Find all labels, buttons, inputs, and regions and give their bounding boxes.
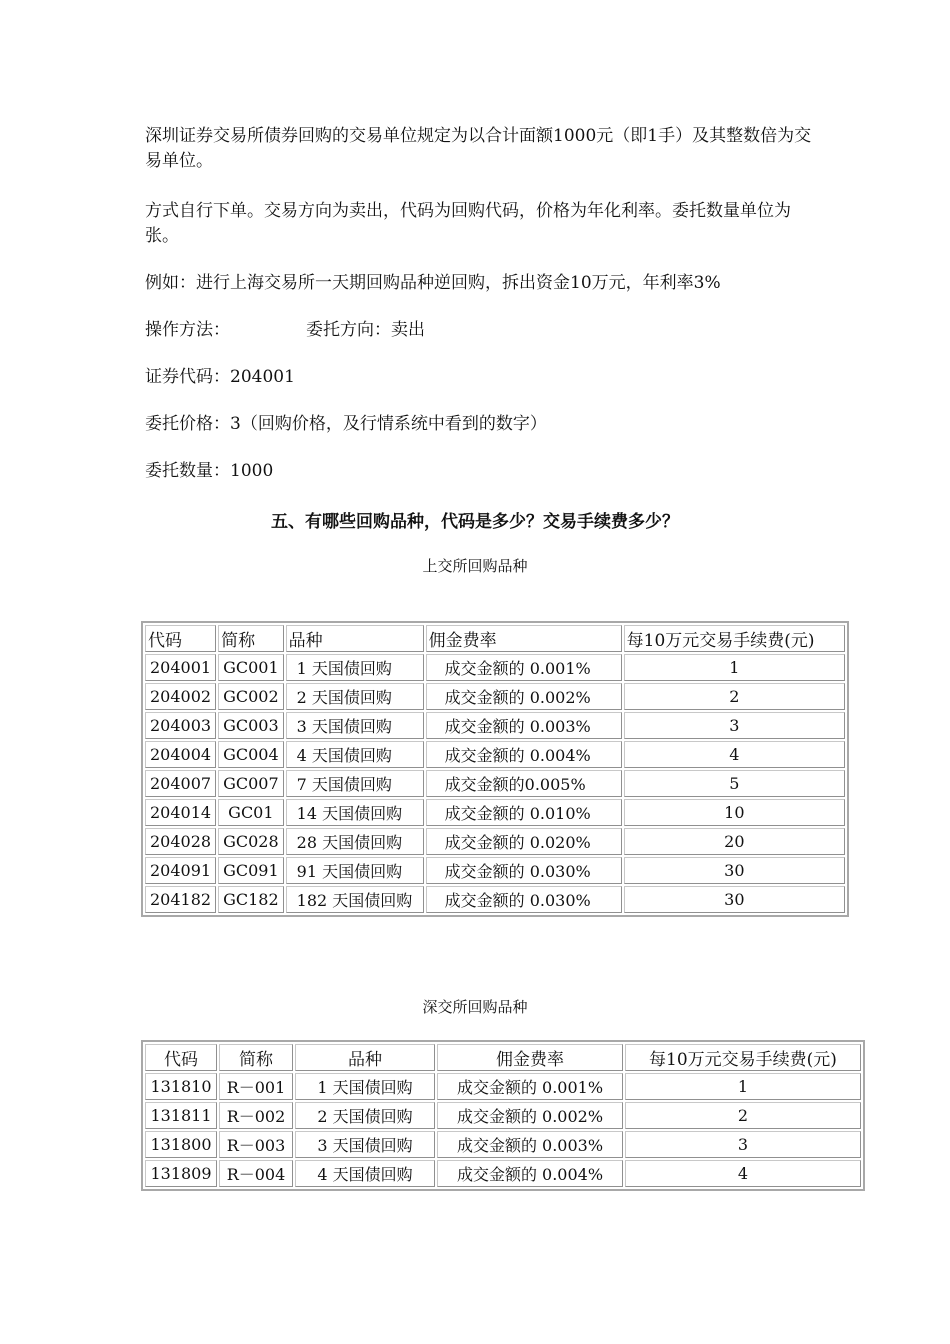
table-row (145, 828, 845, 855)
cell-type: 2 天国债回购 (295, 1102, 435, 1129)
cell-type: 28 天国债回购 (286, 828, 424, 855)
cell-abbr: GC01 (218, 799, 284, 826)
table-row (145, 683, 845, 710)
table-row (145, 1160, 861, 1187)
cell-rate: 成交金额的 0.003% (437, 1131, 623, 1158)
table-row (145, 1073, 861, 1100)
col-header-abbr: 简称 (219, 1044, 293, 1071)
cell-type: 3 天国债回购 (295, 1131, 435, 1158)
cell-rate: 成交金额的0.005% (426, 770, 622, 797)
table-row (145, 857, 845, 884)
cell-abbr: R－001 (219, 1073, 293, 1100)
cell-type: 91 天国债回购 (286, 857, 424, 884)
cell-type: 1 天国债回购 (286, 654, 424, 681)
cell-rate: 成交金额的 0.004% (437, 1160, 623, 1187)
operation-label: 操作方法： (145, 320, 230, 340)
paragraph-order-price: 委托价格：3（回购价格，及行情系统中看到的数字） (145, 414, 547, 434)
cell-type: 1 天国债回购 (295, 1073, 435, 1100)
cell-rate: 成交金额的 0.030% (426, 857, 622, 884)
cell-fee: 4 (624, 741, 845, 768)
cell-fee: 3 (625, 1131, 861, 1158)
table-row (145, 1102, 861, 1129)
table-row (145, 886, 845, 913)
cell-fee: 1 (624, 654, 845, 681)
cell-code: 131810 (145, 1073, 217, 1100)
sh-repo-table (141, 621, 849, 917)
cell-code: 204001 (145, 654, 216, 681)
cell-code: 204028 (145, 828, 216, 855)
cell-rate: 成交金额的 0.030% (426, 886, 622, 913)
cell-fee: 3 (624, 712, 845, 739)
cell-rate: 成交金额的 0.001% (437, 1073, 623, 1100)
col-header-rate: 佣金费率 (437, 1044, 623, 1071)
table-row (145, 712, 845, 739)
col-header-fee: 每10万元交易手续费(元) (625, 1044, 861, 1071)
cell-code: 204007 (145, 770, 216, 797)
col-header-type: 品种 (295, 1044, 435, 1071)
cell-code: 131809 (145, 1160, 217, 1187)
sz-table-body (145, 1073, 861, 1187)
cell-code: 204182 (145, 886, 216, 913)
cell-type: 4 天国债回购 (286, 741, 424, 768)
cell-fee: 10 (624, 799, 845, 826)
cell-rate: 成交金额的 0.002% (437, 1102, 623, 1129)
cell-fee: 2 (624, 683, 845, 710)
cell-abbr: GC028 (218, 828, 284, 855)
cell-code: 204002 (145, 683, 216, 710)
operation-direction: 委托方向：卖出 (306, 320, 425, 340)
cell-abbr: GC091 (218, 857, 284, 884)
cell-abbr: R－003 (219, 1131, 293, 1158)
paragraph-operation (145, 318, 815, 343)
cell-code: 204014 (145, 799, 216, 826)
table-header-row (145, 625, 845, 652)
col-header-code: 代码 (145, 625, 216, 652)
cell-rate: 成交金额的 0.001% (426, 654, 622, 681)
cell-fee: 30 (624, 857, 845, 884)
cell-abbr: GC001 (218, 654, 284, 681)
cell-code: 131800 (145, 1131, 217, 1158)
sh-table-body (145, 654, 845, 913)
cell-abbr: GC002 (218, 683, 284, 710)
cell-abbr: GC004 (218, 741, 284, 768)
sz-repo-table (141, 1040, 865, 1191)
col-header-abbr: 简称 (218, 625, 284, 652)
cell-type: 4 天国债回购 (295, 1160, 435, 1187)
paragraph-order-quantity: 委托数量：1000 (145, 461, 274, 481)
cell-code: 204003 (145, 712, 216, 739)
paragraph-security-code: 证券代码：204001 (145, 367, 295, 387)
sz-table-caption: 深交所回购品种 (422, 998, 528, 1016)
col-header-code: 代码 (145, 1044, 217, 1071)
cell-rate: 成交金额的 0.020% (426, 828, 622, 855)
cell-fee: 1 (625, 1073, 861, 1100)
cell-rate: 成交金额的 0.010% (426, 799, 622, 826)
table-row (145, 799, 845, 826)
cell-code: 131811 (145, 1102, 217, 1129)
cell-fee: 2 (625, 1102, 861, 1129)
sh-table-caption: 上交所回购品种 (422, 557, 528, 575)
cell-abbr: GC003 (218, 712, 284, 739)
cell-abbr: GC007 (218, 770, 284, 797)
col-header-fee: 每10万元交易手续费(元) (624, 625, 845, 652)
paragraph-example: 例如：进行上海交易所一天期回购品种逆回购，拆出资金10万元，年利率3% (145, 273, 721, 293)
col-header-type: 品种 (286, 625, 424, 652)
table-header-row (145, 1044, 861, 1071)
cell-fee: 5 (624, 770, 845, 797)
cell-rate: 成交金额的 0.002% (426, 683, 622, 710)
cell-fee: 20 (624, 828, 845, 855)
cell-abbr: R－002 (219, 1102, 293, 1129)
paragraph-order-method: 方式自行下单。交易方向为卖出，代码为回购代码，价格为年化利率。委托数量单位为张。 (145, 201, 791, 246)
cell-fee: 30 (624, 886, 845, 913)
cell-type: 3 天国债回购 (286, 712, 424, 739)
cell-type: 7 天国债回购 (286, 770, 424, 797)
cell-code: 204004 (145, 741, 216, 768)
paragraph-trading-unit: 深圳证券交易所债券回购的交易单位规定为以合计面额1000元（即1手）及其整数倍为交易单位。 (145, 126, 812, 171)
table-row (145, 654, 845, 681)
cell-abbr: GC182 (218, 886, 284, 913)
table-row (145, 770, 845, 797)
section-heading: 五、有哪些回购品种，代码是多少？交易手续费多少？ (271, 512, 679, 532)
cell-code: 204091 (145, 857, 216, 884)
col-header-rate: 佣金费率 (426, 625, 622, 652)
cell-rate: 成交金额的 0.003% (426, 712, 622, 739)
table-row (145, 741, 845, 768)
cell-abbr: R－004 (219, 1160, 293, 1187)
cell-type: 14 天国债回购 (286, 799, 424, 826)
cell-type: 182 天国债回购 (286, 886, 424, 913)
cell-rate: 成交金额的 0.004% (426, 741, 622, 768)
table-row (145, 1131, 861, 1158)
cell-fee: 4 (625, 1160, 861, 1187)
cell-type: 2 天国债回购 (286, 683, 424, 710)
